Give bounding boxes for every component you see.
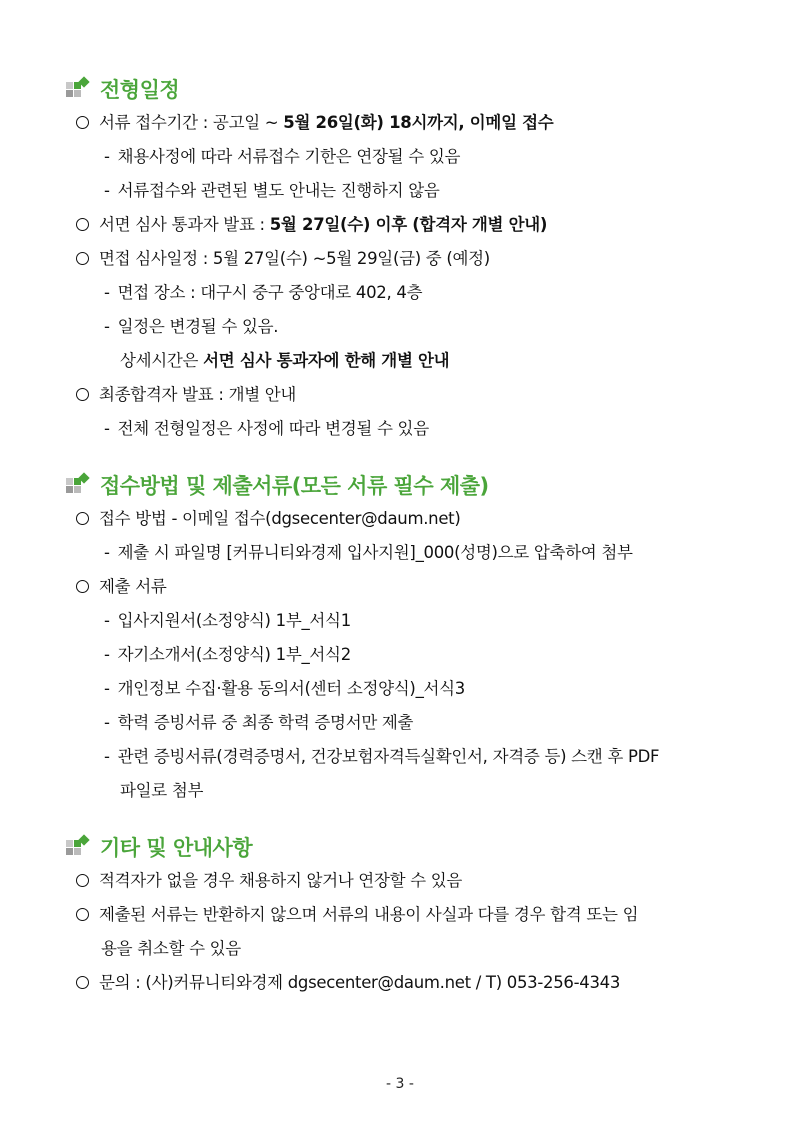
- list-item: - 자기소개서(소정양식) 1부_서식2: [104, 645, 351, 664]
- section-title-schedule: 전형일정: [66, 74, 179, 104]
- list-item: - 전체 전형일정은 사정에 따라 변경될 수 있음: [104, 419, 429, 438]
- circle-bullet-icon: [76, 976, 89, 989]
- list-item-continuation: 상세시간은 서면 심사 통과자에 한해 개별 안내: [120, 351, 450, 370]
- list-item: - 입사지원서(소정양식) 1부_서식1: [104, 611, 351, 630]
- circle-bullet-icon: [76, 218, 89, 231]
- section-bullet-icon: [66, 474, 92, 496]
- list-item: 서류 접수기간 : 공고일 ~ 5월 26일(화) 18시까지, 이메일 접수: [76, 112, 553, 134]
- section-bullet-icon: [66, 836, 92, 858]
- section-title-application: 접수방법 및 제출서류(모든 서류 필수 제출): [66, 470, 489, 500]
- list-item: - 채용사정에 따라 서류접수 기한은 연장될 수 있음: [104, 147, 461, 166]
- list-item: 최종합격자 발표 : 개별 안내: [76, 384, 296, 406]
- circle-bullet-icon: [76, 874, 89, 887]
- list-item: 적격자가 없을 경우 채용하지 않거나 연장할 수 있음: [76, 870, 462, 892]
- list-item: - 면접 장소 : 대구시 중구 중앙대로 402, 4층: [104, 283, 423, 302]
- list-item: - 제출 시 파일명 [커뮤니티와경제 입사지원]_000(성명)으로 압축하여 첨부: [104, 543, 633, 562]
- circle-bullet-icon: [76, 252, 89, 265]
- circle-bullet-icon: [76, 580, 89, 593]
- list-item: - 관련 증빙서류(경력증명서, 건강보험자격득실확인서, 자격증 등) 스캔 후 PDF: [104, 747, 660, 766]
- list-item: - 학력 증빙서류 중 최종 학력 증명서만 제출: [104, 713, 414, 732]
- circle-bullet-icon: [76, 388, 89, 401]
- list-item: 면접 심사일정 : 5월 27일(수) ~5월 29일(금) 중 (예정): [76, 248, 490, 270]
- circle-bullet-icon: [76, 116, 89, 129]
- list-item: 서면 심사 통과자 발표 : 5월 27일(수) 이후 (합격자 개별 안내): [76, 214, 547, 236]
- list-item-continuation: 파일로 첨부: [120, 781, 204, 800]
- list-item-continuation: 용을 취소할 수 있음: [101, 939, 241, 958]
- list-item: 제출 서류: [76, 576, 167, 598]
- list-item: - 서류접수와 관련된 별도 안내는 진행하지 않음: [104, 181, 440, 200]
- page-number: - 3 -: [386, 1076, 414, 1092]
- list-item: - 개인정보 수집·활용 동의서(센터 소정양식)_서식3: [104, 679, 465, 698]
- section-bullet-icon: [66, 78, 92, 100]
- circle-bullet-icon: [76, 512, 89, 525]
- circle-bullet-icon: [76, 908, 89, 921]
- list-item: 문의 : (사)커뮤니티와경제 dgsecenter@daum.net / T) 053-256-4343: [76, 972, 620, 994]
- list-item: 제출된 서류는 반환하지 않으며 서류의 내용이 사실과 다를 경우 합격 또는 임: [76, 904, 638, 926]
- list-item: 접수 방법 - 이메일 접수(dgsecenter@daum.net): [76, 508, 460, 530]
- list-item: - 일정은 변경될 수 있음.: [104, 317, 279, 336]
- section-title-other: 기타 및 안내사항: [66, 832, 252, 862]
